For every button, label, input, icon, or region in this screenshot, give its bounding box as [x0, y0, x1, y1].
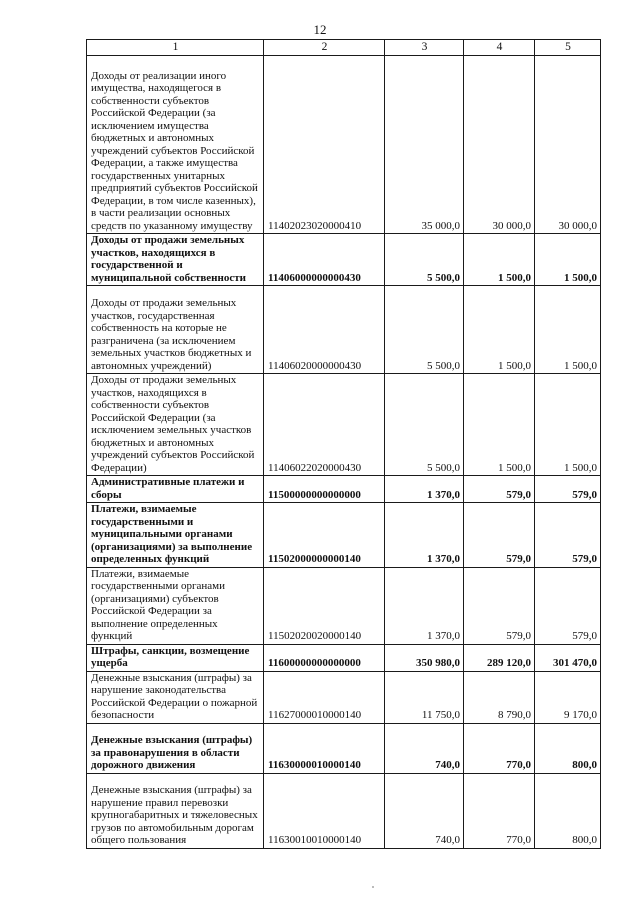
page-number: 12	[313, 22, 327, 37]
row-name-cell: Доходы от реализации иного имущества, находящегося в собственности субъектов Российской Федерации (за исключением имущества бюджетных и автономных учреждений субъектов Российской Федерации, а также имущества государственных унитарных предприятий субъектов Российской Федерации, в том числе казенных), в части реализации основных средств по указанному имуществу	[87, 56, 264, 234]
amount-cell-col5: 301 470,0	[535, 644, 601, 671]
table-row	[87, 476, 601, 503]
amount-cell-col4: 1 500,0	[464, 286, 535, 374]
amount-cell-col5: 579,0	[535, 567, 601, 644]
table-row	[87, 374, 601, 476]
budget-code-cell: 11406020000000430	[264, 286, 385, 374]
table-row	[87, 567, 601, 644]
budget-code-cell: 11500000000000000	[264, 476, 385, 503]
budget-code-cell: 11502000000000140	[264, 503, 385, 568]
amount-cell-col3: 5 500,0	[385, 234, 464, 286]
column-header: 4	[464, 40, 535, 56]
column-header: 2	[264, 40, 385, 56]
table-body	[87, 56, 601, 849]
row-name-cell: Денежные взыскания (штрафы) за нарушение правил перевозки крупногабаритных и тяжеловесных грузов по автомобильным дорогам общего пользования	[87, 773, 264, 848]
amount-cell-col5: 1 500,0	[535, 374, 601, 476]
amount-cell-col3: 1 370,0	[385, 503, 464, 568]
row-name-cell: Платежи, взимаемые государственными и муниципальными органами (организациями) за выполнение определенных функций	[87, 503, 264, 568]
amount-cell-col5: 579,0	[535, 503, 601, 568]
budget-code-cell: 11406022020000430	[264, 374, 385, 476]
amount-cell-col4: 30 000,0	[464, 56, 535, 234]
amount-cell-col3: 740,0	[385, 773, 464, 848]
amount-cell-col3: 350 980,0	[385, 644, 464, 671]
amount-cell-col3: 740,0	[385, 723, 464, 773]
budget-code-cell: 11630010010000140	[264, 773, 385, 848]
amount-cell-col3: 5 500,0	[385, 374, 464, 476]
amount-cell-col3: 11 750,0	[385, 671, 464, 723]
budget-code-cell: 11402023020000410	[264, 56, 385, 234]
row-name-cell: Административные платежи и сборы	[87, 476, 264, 503]
amount-cell-col4: 579,0	[464, 567, 535, 644]
row-name-cell: Платежи, взимаемые государственными органами (организациями) субъектов Российской Федерации за выполнение определенных функций	[87, 567, 264, 644]
budget-code-cell: 11600000000000000	[264, 644, 385, 671]
amount-cell-col4: 1 500,0	[464, 234, 535, 286]
amount-cell-col4: 579,0	[464, 503, 535, 568]
amount-cell-col4: 770,0	[464, 773, 535, 848]
table-row	[87, 671, 601, 723]
amount-cell-col5: 9 170,0	[535, 671, 601, 723]
amount-cell-col5: 800,0	[535, 773, 601, 848]
column-header: 5	[535, 40, 601, 56]
amount-cell-col4: 8 790,0	[464, 671, 535, 723]
amount-cell-col3: 35 000,0	[385, 56, 464, 234]
table-row	[87, 723, 601, 773]
amount-cell-col4: 579,0	[464, 476, 535, 503]
table-row	[87, 234, 601, 286]
row-name-cell: Денежные взыскания (штрафы) за нарушение законодательства Российской Федерации о пожарной безопасности	[87, 671, 264, 723]
amount-cell-col4: 289 120,0	[464, 644, 535, 671]
row-name-cell: Доходы от продажи земельных участков, находящихся в собственности субъектов Российской Федерации (за исключением земельных участков бюджетных и автономных учреждений субъектов Российской Федерации)	[87, 374, 264, 476]
amount-cell-col5: 1 500,0	[535, 234, 601, 286]
row-name-cell: Доходы от продажи земельных участков, находящихся в государственной и муниципальной собственности	[87, 234, 264, 286]
scan-mark	[372, 886, 374, 888]
column-header: 1	[87, 40, 264, 56]
amount-cell-col5: 579,0	[535, 476, 601, 503]
amount-cell-col3: 1 370,0	[385, 476, 464, 503]
table-row	[87, 644, 601, 671]
amount-cell-col4: 1 500,0	[464, 374, 535, 476]
amount-cell-col3: 1 370,0	[385, 567, 464, 644]
row-name-cell: Доходы от продажи земельных участков, государственная собственность на которые не разграничена (за исключением земельных участков бюджетных и автономных учреждений)	[87, 286, 264, 374]
amount-cell-col5: 1 500,0	[535, 286, 601, 374]
table-header-row	[87, 40, 601, 56]
table-row	[87, 286, 601, 374]
row-name-cell: Штрафы, санкции, возмещение ущерба	[87, 644, 264, 671]
amount-cell-col4: 770,0	[464, 723, 535, 773]
row-name-cell: Денежные взыскания (штрафы) за правонарушения в области дорожного движения	[87, 723, 264, 773]
amount-cell-col3: 5 500,0	[385, 286, 464, 374]
table-row	[87, 56, 601, 234]
budget-code-cell: 11406000000000430	[264, 234, 385, 286]
amount-cell-col5: 30 000,0	[535, 56, 601, 234]
revenue-table	[86, 39, 601, 849]
budget-code-cell: 11502020020000140	[264, 567, 385, 644]
budget-code-cell: 11627000010000140	[264, 671, 385, 723]
table-row	[87, 503, 601, 568]
column-header: 3	[385, 40, 464, 56]
amount-cell-col5: 800,0	[535, 723, 601, 773]
table-row	[87, 773, 601, 848]
budget-code-cell: 11630000010000140	[264, 723, 385, 773]
